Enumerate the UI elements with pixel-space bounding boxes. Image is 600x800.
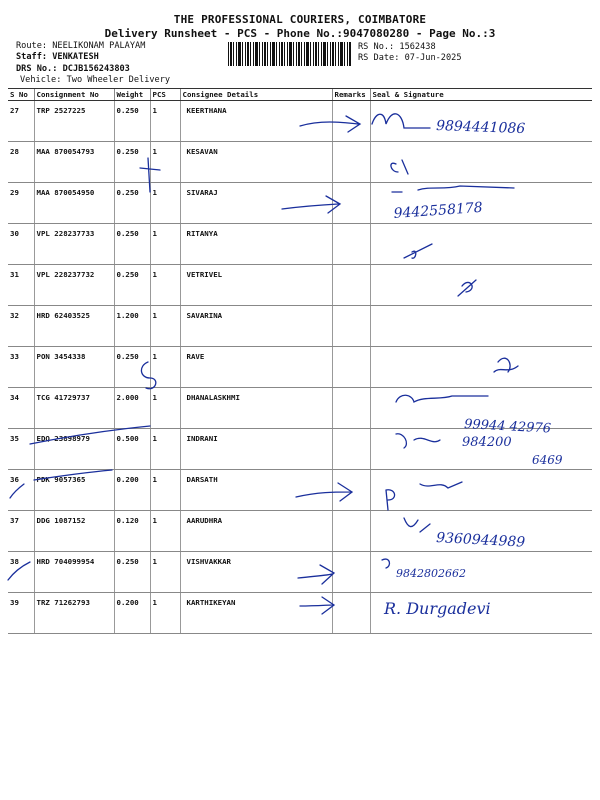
col-remarks: Remarks xyxy=(332,89,370,101)
row-weight: 0.250 xyxy=(114,347,150,388)
row-consignee: VISHVAKKAR xyxy=(180,552,332,593)
vehicle-label: Vehicle: xyxy=(20,75,62,85)
row-sno: 29 xyxy=(8,183,34,224)
table-row xyxy=(8,347,592,388)
rs-no-label: RS No.: xyxy=(358,42,395,52)
row-seal-signature xyxy=(370,511,592,552)
row-sno: 37 xyxy=(8,511,34,552)
row-remarks xyxy=(332,429,370,470)
row-remarks xyxy=(332,511,370,552)
row-sno: 36 xyxy=(8,470,34,511)
row-consignee: SAVARINA xyxy=(180,306,332,347)
runsheet-table xyxy=(8,88,592,634)
row-consignee: DHANALASKHMI xyxy=(180,388,332,429)
row-remarks xyxy=(332,593,370,634)
row-pcs: 1 xyxy=(150,470,180,511)
table-row xyxy=(8,183,592,224)
row-consignee: SIVARAJ xyxy=(180,183,332,224)
drs-value: DCJB156243803 xyxy=(62,64,130,74)
row-remarks xyxy=(332,306,370,347)
col-pcs: PCS xyxy=(150,89,180,101)
table-row xyxy=(8,388,592,429)
table-header-row xyxy=(8,89,592,101)
sig-29-phone: 9442558178 xyxy=(393,199,484,222)
runsheet-subtitle: Delivery Runsheet - PCS - Phone No.:9047080280 - Page No.:3 xyxy=(104,27,496,40)
row-weight: 0.250 xyxy=(114,101,150,142)
row-seal-signature xyxy=(370,552,592,593)
row-weight: 2.000 xyxy=(114,388,150,429)
row-remarks xyxy=(332,552,370,593)
row-weight: 0.120 xyxy=(114,511,150,552)
company-title: THE PROFESSIONAL COURIERS, COIMBATORE xyxy=(173,13,427,26)
row-seal-signature xyxy=(370,306,592,347)
drs-label: DRS No.: xyxy=(16,64,58,74)
table-row xyxy=(8,552,592,593)
row-remarks xyxy=(332,224,370,265)
row-pcs: 1 xyxy=(150,593,180,634)
staff-label: Staff: xyxy=(16,52,48,62)
row-seal-signature xyxy=(370,593,592,634)
rs-date-value: 07-Jun-2025 xyxy=(404,53,462,63)
row-pcs: 1 xyxy=(150,388,180,429)
sig-35-phone-b: 6469 xyxy=(532,453,563,467)
row-consignment-no: HRD 62403525 xyxy=(34,306,114,347)
row-consignment-no: EDQ 23898979 xyxy=(34,429,114,470)
row-pcs: 1 xyxy=(150,347,180,388)
row-remarks xyxy=(332,347,370,388)
row-weight: 0.500 xyxy=(114,429,150,470)
row-pcs: 1 xyxy=(150,306,180,347)
row-remarks xyxy=(332,142,370,183)
col-sno: S No xyxy=(8,89,34,101)
row-seal-signature xyxy=(370,347,592,388)
row-consignment-no: HRD 704099954 xyxy=(34,552,114,593)
rs-no-value: 1562438 xyxy=(399,42,436,52)
row-weight: 1.200 xyxy=(114,306,150,347)
row-sno: 31 xyxy=(8,265,34,306)
row-remarks xyxy=(332,265,370,306)
sig-39-name: R. Durgadevi xyxy=(384,599,491,618)
row-weight: 0.250 xyxy=(114,224,150,265)
sig-34-phone: 99944 42976 xyxy=(463,417,552,437)
row-weight: 0.250 xyxy=(114,142,150,183)
route-value: NEELIKONAM PALAYAM xyxy=(52,41,146,51)
row-pcs: 1 xyxy=(150,142,180,183)
row-pcs: 1 xyxy=(150,265,180,306)
staff-line xyxy=(16,52,99,63)
row-consignment-no: TRP 2527225 xyxy=(34,101,114,142)
row-remarks xyxy=(332,101,370,142)
row-consignee: KARTHIKEYAN xyxy=(180,593,332,634)
col-consignment: Consignment No xyxy=(34,89,114,101)
route-label: Route: xyxy=(16,41,48,51)
col-seal-signature: Seal & Signature xyxy=(370,89,592,101)
row-sno: 34 xyxy=(8,388,34,429)
row-pcs: 1 xyxy=(150,183,180,224)
rs-date-label: RS Date: xyxy=(358,53,400,63)
row-consignee: RITANYA xyxy=(180,224,332,265)
table-row xyxy=(8,142,592,183)
row-seal-signature xyxy=(370,101,592,142)
row-seal-signature xyxy=(370,265,592,306)
rs-date-line xyxy=(358,53,462,64)
row-seal-signature xyxy=(370,388,592,429)
route-line xyxy=(16,41,145,52)
row-consignment-no: MAA 870054950 xyxy=(34,183,114,224)
col-consignee: Consignee Details xyxy=(180,89,332,101)
row-weight: 0.250 xyxy=(114,552,150,593)
sig-27-phone: 9894441086 xyxy=(435,118,526,138)
row-sno: 28 xyxy=(8,142,34,183)
rs-no-line xyxy=(358,42,436,53)
row-consignee: VETRIVEL xyxy=(180,265,332,306)
col-weight: Weight xyxy=(114,89,150,101)
vehicle-value: Two Wheeler Delivery xyxy=(66,75,171,85)
table-row xyxy=(8,429,592,470)
row-seal-signature xyxy=(370,429,592,470)
row-consignment-no: PDK 9057365 xyxy=(34,470,114,511)
vehicle-line xyxy=(20,75,170,86)
row-consignee: KESAVAN xyxy=(180,142,332,183)
table-row xyxy=(8,265,592,306)
row-sno: 33 xyxy=(8,347,34,388)
row-remarks xyxy=(332,470,370,511)
row-sno: 39 xyxy=(8,593,34,634)
row-seal-signature xyxy=(370,224,592,265)
row-consignee: KEERTHANA xyxy=(180,101,332,142)
row-seal-signature xyxy=(370,183,592,224)
row-weight: 0.250 xyxy=(114,265,150,306)
row-weight: 0.200 xyxy=(114,593,150,634)
row-consignee: DARSATH xyxy=(180,470,332,511)
row-pcs: 1 xyxy=(150,101,180,142)
row-pcs: 1 xyxy=(150,511,180,552)
barcode xyxy=(228,42,352,66)
row-consignment-no: VPL 228237733 xyxy=(34,224,114,265)
row-consignment-no: TCG 41729737 xyxy=(34,388,114,429)
row-pcs: 1 xyxy=(150,552,180,593)
row-sno: 30 xyxy=(8,224,34,265)
staff-value: VENKATESH xyxy=(52,52,99,62)
row-consignment-no: PON 3454338 xyxy=(34,347,114,388)
row-pcs: 1 xyxy=(150,429,180,470)
table-row xyxy=(8,511,592,552)
row-weight: 0.200 xyxy=(114,470,150,511)
drs-line xyxy=(16,64,130,75)
row-weight: 0.250 xyxy=(114,183,150,224)
row-consignee: AARUDHRA xyxy=(180,511,332,552)
row-consignment-no: DDG 1087152 xyxy=(34,511,114,552)
table-row xyxy=(8,224,592,265)
sig-35-phone: 984200 xyxy=(462,435,512,450)
row-consignment-no: TRZ 71262793 xyxy=(34,593,114,634)
row-consignment-no: VPL 228237732 xyxy=(34,265,114,306)
row-remarks xyxy=(332,183,370,224)
row-seal-signature xyxy=(370,142,592,183)
row-remarks xyxy=(332,388,370,429)
table-row xyxy=(8,306,592,347)
row-sno: 27 xyxy=(8,101,34,142)
row-consignment-no: MAA 870054793 xyxy=(34,142,114,183)
row-consignee: RAVE xyxy=(180,347,332,388)
table-row xyxy=(8,470,592,511)
row-seal-signature xyxy=(370,470,592,511)
row-sno: 32 xyxy=(8,306,34,347)
row-pcs: 1 xyxy=(150,224,180,265)
row-sno: 35 xyxy=(8,429,34,470)
row-consignee: INDRANI xyxy=(180,429,332,470)
table-row xyxy=(8,593,592,634)
row-sno: 38 xyxy=(8,552,34,593)
sig-38-phone: 9842802662 xyxy=(396,567,466,580)
table-row xyxy=(8,101,592,142)
sig-37-phone: 9360944989 xyxy=(435,530,526,551)
